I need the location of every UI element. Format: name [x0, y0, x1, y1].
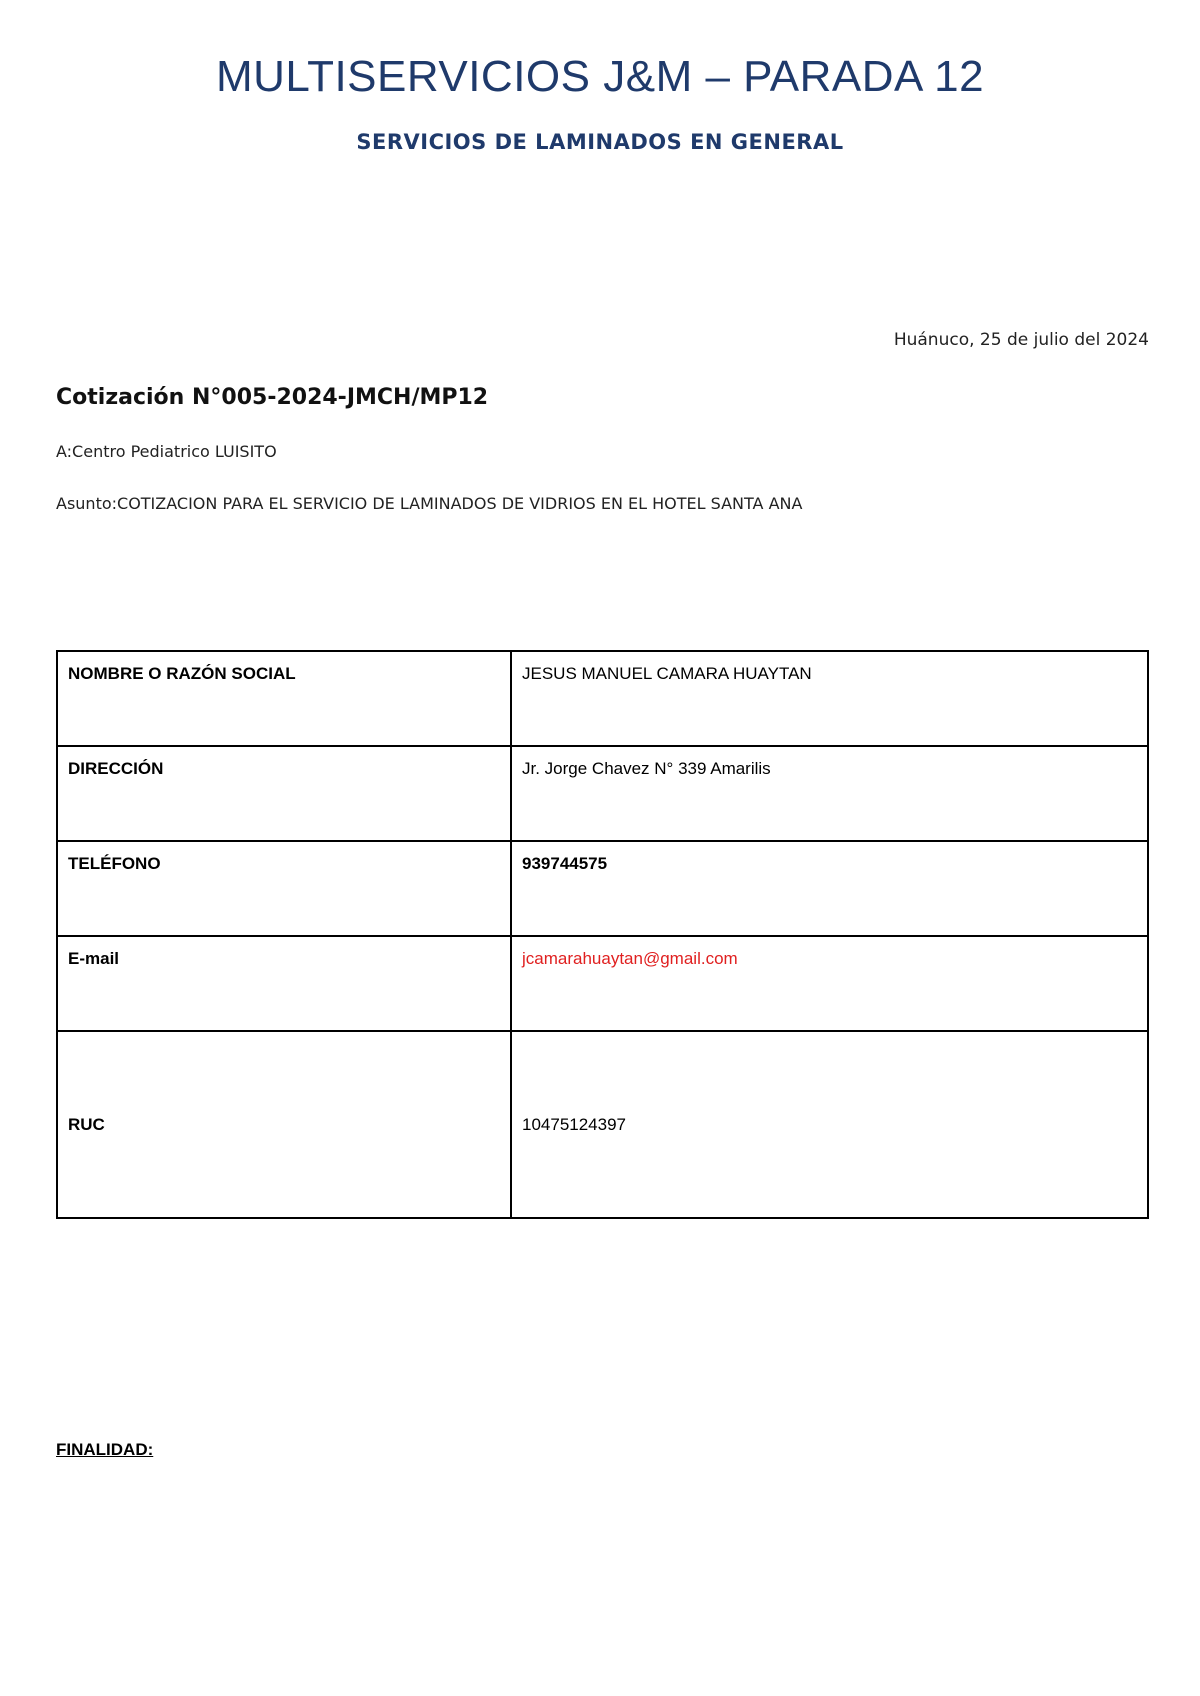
provider-info-table [56, 650, 1149, 1219]
company-name: MULTISERVICIOS J&M – PARADA 12 [215, 52, 985, 101]
finalidad-heading: FINALIDAD: [56, 1440, 154, 1459]
table-row [57, 841, 1148, 936]
value-business-name: JESUS MANUEL CAMARA HUAYTAN [511, 651, 1148, 746]
label-ruc: RUC [57, 1031, 511, 1218]
label-phone: TELÉFONO [57, 841, 511, 936]
value-ruc: 10475124397 [511, 1031, 1148, 1218]
table-row [57, 1031, 1148, 1218]
letter-date: Huánuco, 25 de julio del 2024 [893, 330, 1149, 350]
label-address: DIRECCIÓN [57, 746, 511, 841]
company-tagline: SERVICIOS DE LAMINADOS EN GENERAL [356, 130, 844, 154]
table-row [57, 746, 1148, 841]
value-address: Jr. Jorge Chavez N° 339 Amarilis [511, 746, 1148, 841]
value-phone: 939744575 [511, 841, 1148, 936]
table-row [57, 936, 1148, 1031]
label-email: E-mail [57, 936, 511, 1031]
table-row [57, 651, 1148, 746]
recipient-line: A:Centro Pediatrico LUISITO [56, 442, 277, 461]
value-email-link[interactable]: jcamarahuaytan@gmail.com [511, 936, 1148, 1031]
label-business-name: NOMBRE O RAZÓN SOCIAL [57, 651, 511, 746]
quote-number: Cotización N°005-2024-JMCH/MP12 [56, 385, 489, 410]
subject-line: Asunto:COTIZACION PARA EL SERVICIO DE LAMINADOS DE VIDRIOS EN EL HOTEL SANTA ANA [56, 494, 803, 513]
